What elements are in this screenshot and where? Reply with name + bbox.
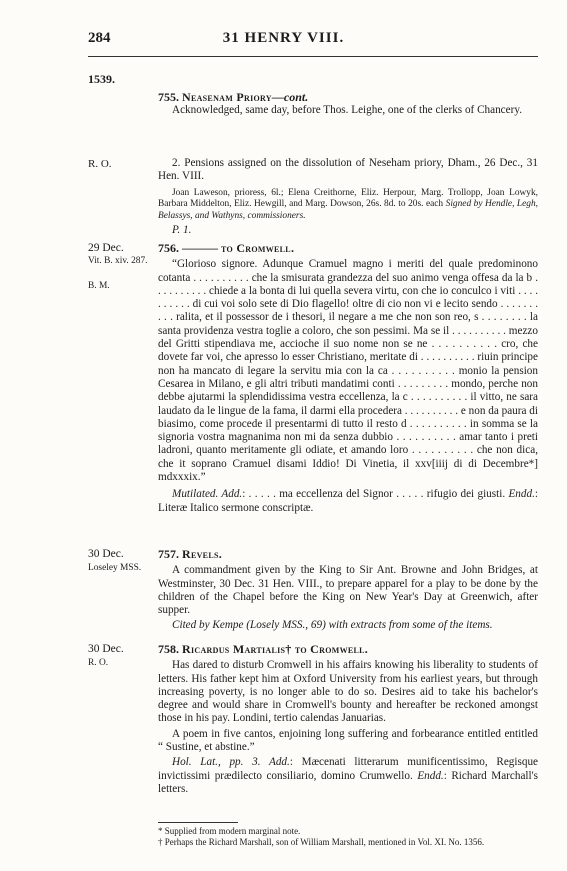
entry-title: Ricardus Martialis† to Cromwell.: [182, 642, 369, 656]
entry-757: [158, 548, 538, 633]
entry-758-date: 30 Dec.: [88, 643, 124, 655]
entry-757-date: 30 Dec.: [88, 548, 124, 560]
page-number: 284: [88, 30, 111, 46]
margin-source: B. M.: [88, 281, 110, 291]
margin-source: R. O.: [88, 158, 112, 170]
entry-755: [158, 91, 538, 118]
entry-number: 755.: [158, 90, 179, 104]
entry-755-para-3: [158, 188, 538, 223]
footnote-2: † Perhaps the Richard Marshall, son of William Marshall, mentioned in Vol. XI. No. 1356.: [158, 837, 485, 847]
entry-cont: —cont.: [271, 90, 309, 104]
footnotes: [158, 826, 538, 848]
endd-text: : Richard Marchall's letters.: [158, 769, 539, 795]
running-head: 31 HENRY VIII.: [222, 30, 345, 46]
note-label: Mutilated. Add.: [172, 488, 243, 501]
margin-source: R. O.: [88, 658, 109, 668]
year-label: 1539.: [88, 72, 115, 86]
entry-758-heading: [158, 643, 538, 656]
entry-755-heading: [158, 91, 538, 104]
entry-756: [158, 242, 538, 515]
endd-label: Endd.: [508, 488, 535, 501]
endd-label: Endd.: [417, 769, 444, 782]
entry-756-note: [158, 488, 538, 515]
entry-757-cited: Cited by Kempe (Losely MSS., 69) with extracts from some of the items.: [172, 619, 493, 632]
hol-label: Hol. Lat., pp. 3. Add.: [172, 756, 290, 769]
entry-dash: ———: [182, 241, 218, 255]
note-text: : . . . . . ma eccellenza del Signor . . . . . rifugio dei giusti.: [242, 488, 506, 501]
entry-756-date: 29 Dec.: [88, 242, 124, 254]
margin-source: Loseley MSS.: [88, 563, 142, 573]
entry-755-para-2: 2. Pensions assigned on the dissolution of Neseham priory, Dham., 26 Dec., 31 Hen. VIII.: [158, 157, 538, 183]
entry-number: 758.: [158, 642, 179, 656]
entry-758: [158, 643, 538, 796]
hol-text: : Mæcenati litterarum munificentissimo, Regisque invictissimi prædilecto consiliario, domino Crumwello.: [158, 756, 539, 782]
entry-758-text-1: Has dared to disturb Cromwell in his affairs knowing his liberality to students of letters. His father kept him at Oxford University from his earliest years, but through increasing poverty, is no longer able to do so. Desires aid to take his bachelor's degree and would share in Cromwell's bounty and hereafter be reckoned amongst those in his pay. Londini, tertio calendas Januarias.: [158, 659, 538, 725]
header-rule: [88, 56, 538, 57]
margin-reference: Vit. B. xiv. 287.: [88, 256, 148, 266]
entry-number: 757.: [158, 547, 179, 561]
entry-title: Revels.: [182, 547, 223, 561]
entry-757-text: A commandment given by the King to Sir Ant. Browne and John Bridges, at Westminster, 30 Dec. 31 Hen. VIII., to prepare apparel for a play to be done by the children of the Chapel before the King on New Year's Day at Greenwich, after supper.: [158, 564, 538, 617]
endd-text: : Literæ Italico sermone conscriptæ.: [158, 488, 538, 514]
entry-number: 756.: [158, 241, 179, 255]
signers: Signed by Hendle, Legh, Belassys, and Wathyns, commissioners.: [158, 199, 539, 221]
entry-755-pages: P. 1.: [172, 224, 192, 237]
footnote-1: * Supplied from modern marginal note.: [158, 826, 301, 836]
entry-756-letter: “Glorioso signore. Adunque Cramuel magno i meriti del quale predominono cotanta . . . . . . . . . . che la smisurata grandezza del suo animo venga offesa da la b . . . . . . . . . . chiede a la bonta di lui quella severa virtu, con che io conculco i viti . . . . . . . . . . di cui voi solo sete di Dio flagello! oltre di cio non vi e lecito sendo . . . . . . . . . . ralita, et il possessor de i thesori, il negare a me che non son reo, s . . . . . . . . la santa providenza vestra toglie a coloro, che son pessimi. Ma se il . . . . . . . . . . mezzo del Gritti stipendiava me, accioche il suo nome non se ne . . . . . . . . . . cro, che dovete far voi, che apresso lo esser Christiano, meritate di . . . . . . . . . . riuin principe non ha mancato di legare la servitu mia con la ca . . . . . . . . . . monio la pension Cesarea in Milano, e gli altri tributi mandatimi conti . . . . . . . . . mondo, perche non debbe ajutarmi la splendidissima vestra eccellenza, la c . . . . . . . . . . il vitto, ne sara laudato da le lingue de la fama, il darmi ella procedera . . . . . . . . . . e non da paura di biasimo, come procede il presentarmi di tutto il resto d . . . . . . . . . . in somma se la signoria vostra magnanima non mi da senza dubbio . . . . . . . . . . amar tanto i preti ladroni, quanto meritamente gli odiate, et amando loro . . . . . . . . . . che non dica, che it soprano Cramuel disami Iddio! Di Vinetia, il xxv[iiij di di Decembre*] mdxxxix.”: [158, 258, 538, 484]
entry-title: to Cromwell.: [221, 241, 295, 255]
entry-758-text-2: A poem in five cantos, enjoining long suffering and forbearance entitled entitled “ Sustine, et abstine.”: [158, 727, 538, 754]
entry-757-heading: [158, 548, 538, 561]
entry-title: Neasenam Priory: [182, 90, 272, 104]
entry-758-note: [158, 756, 538, 796]
pension-list: Joan Laweson, prioress, 6l.; Elena Creithorne, Eliz. Herpour, Marg. Trollopp, Joan Lowyk, Barbara Middelton, Eliz. Hewgill, and Marg. Dowson, 26s. 8d. to 20s. each: [158, 187, 538, 210]
entry-756-heading: [158, 242, 538, 255]
entry-755-b: [158, 157, 538, 237]
entry-755-para-1: Acknowledged, same day, before Thos. Leighe, one of the clerks of Chancery.: [172, 104, 523, 117]
footnote-rule: [158, 822, 238, 823]
